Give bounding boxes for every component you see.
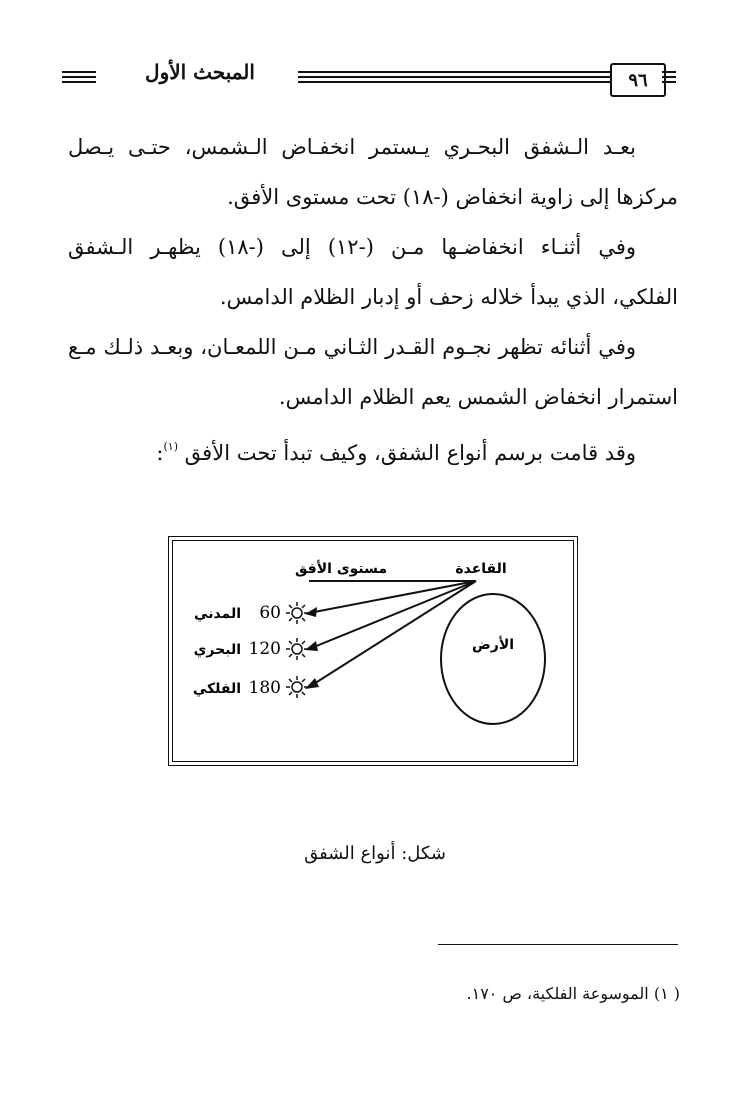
earth-label: الأرض bbox=[471, 637, 515, 653]
footnote-rule bbox=[438, 944, 678, 945]
sun-icon bbox=[286, 602, 308, 624]
nautical-name: البحري bbox=[193, 642, 241, 658]
earth-ellipse bbox=[441, 594, 545, 724]
footnote: ( ١) الموسوعة الفلكية، ص ١٧٠. bbox=[466, 984, 680, 1003]
twilight-diagram bbox=[169, 537, 577, 765]
arrow-civil bbox=[305, 607, 317, 617]
page-number: ٩٦ bbox=[610, 63, 666, 97]
footnote-marker: (١) bbox=[163, 440, 178, 453]
astronomical-degree: 180 bbox=[248, 678, 281, 698]
paragraph-4-line-1 bbox=[68, 422, 678, 478]
civil-name: المدني bbox=[194, 606, 241, 622]
base-label: القاعدة bbox=[455, 561, 507, 577]
paragraph-4-colon: : bbox=[156, 441, 164, 465]
nautical-degree: 120 bbox=[248, 639, 281, 659]
paragraph-2-line-1: وفي أثنـاء انخفاضـها مـن (-١٢) إلى (-١٨) يظهـر الـشفق bbox=[68, 235, 636, 259]
horizon-label: مستوى الأفق bbox=[294, 561, 388, 577]
header-rule-right bbox=[662, 70, 676, 84]
twilight-figure bbox=[168, 536, 578, 766]
paragraph-1-line-2: مركزها إلى زاوية انخفاض (-١٨) تحت مستوى الأفق. bbox=[227, 185, 678, 209]
chapter-title: المبحث الأول bbox=[145, 60, 255, 84]
paragraph-2-line-2: الفلكي، الذي يبدأ خلاله زحف أو إدبار الظلام الدامس. bbox=[219, 285, 678, 309]
header-rule-left bbox=[62, 70, 96, 84]
body-text bbox=[68, 122, 678, 478]
figure-caption: شكل: أنواع الشفق bbox=[304, 843, 446, 864]
civil-degree: 60 bbox=[259, 603, 281, 623]
paragraph-1-line-1: بعـد الـشفق البحـري يـستمر انخفـاض الـشمس، حتـى يـصل bbox=[68, 135, 636, 159]
ray-nautical bbox=[309, 581, 476, 649]
sun-icon bbox=[286, 638, 308, 660]
header-rule-main bbox=[298, 70, 610, 84]
paragraph-3-line-2: استمرار انخفاض الشمس يعم الظلام الدامس. bbox=[278, 385, 678, 409]
paragraph-3-line-1: وفي أثنائه تظهر نجـوم القـدر الثـاني مـن اللمعـان، وبعـد ذلـك مـع bbox=[68, 335, 636, 359]
sun-icon bbox=[286, 676, 308, 698]
astronomical-name: الفلكي bbox=[192, 681, 241, 697]
paragraph-4-text: وقد قامت برسم أنواع الشفق، وكيف تبدأ تحت الأفق bbox=[184, 441, 636, 465]
